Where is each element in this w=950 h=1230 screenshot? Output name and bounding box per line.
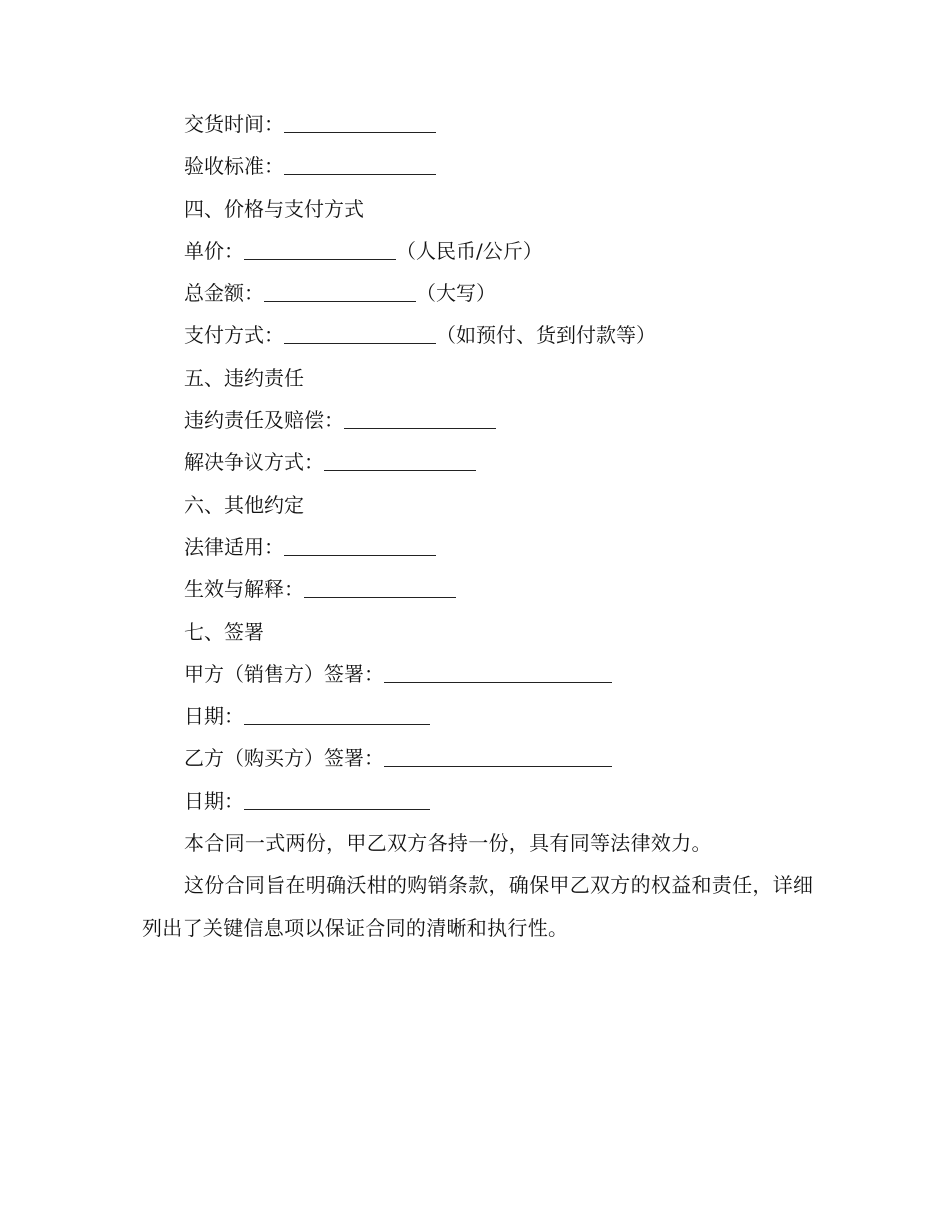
acceptance-standard-label: 验收标准： [184,154,284,179]
delivery-time-line [142,103,822,145]
effect-interpretation-blank[interactable] [304,596,456,598]
party-b-signature-blank[interactable] [384,765,612,767]
section-heading-liability [142,357,822,399]
acceptance-standard-blank[interactable] [284,173,436,175]
breach-compensation-label: 违约责任及赔偿： [184,408,344,433]
party-b-date-blank[interactable] [244,808,430,810]
unit-price-blank[interactable] [244,258,396,260]
closing-statement: 本合同一式两份，甲乙双方各持一份，具有同等法律效力。 [184,831,712,856]
party-a-signature-blank[interactable] [384,681,612,683]
payment-method-line [142,314,822,356]
party-a-date-line [142,695,822,737]
total-amount-line [142,272,822,314]
section-heading-text: 七、签署 [184,619,264,644]
applicable-law-label: 法律适用： [184,534,284,559]
section-heading-text: 五、违约责任 [184,365,304,390]
total-amount-blank[interactable] [264,300,416,302]
payment-method-blank[interactable] [284,342,436,344]
section-heading-text: 六、其他约定 [184,492,304,517]
payment-method-label: 支付方式： [184,323,284,348]
party-b-date-label: 日期： [184,788,244,813]
breach-compensation-blank[interactable] [344,427,496,429]
applicable-law-blank[interactable] [284,554,436,556]
unit-price-suffix: （人民币/公斤） [396,238,543,263]
section-heading-text: 四、价格与支付方式 [184,196,364,221]
party-b-signature-line [142,737,822,779]
summary-paragraph: 这份合同旨在明确沃柑的购销条款，确保甲乙双方的权益和责任，详细列出了关键信息项以保证合同的清晰和执行性。 [142,873,814,940]
dispute-resolution-blank[interactable] [324,469,476,471]
party-b-signature-label: 乙方（购买方）签署： [184,746,384,771]
unit-price-label: 单价： [184,238,244,263]
dispute-resolution-line [142,441,822,483]
contract-body [142,103,822,949]
party-b-date-line [142,780,822,822]
total-amount-label: 总金额： [184,281,264,306]
party-a-date-label: 日期： [184,704,244,729]
total-amount-suffix: （大写） [416,281,496,306]
delivery-time-blank[interactable] [284,131,436,133]
acceptance-standard-line [142,145,822,187]
section-heading-signature [142,611,822,653]
section-heading-price-payment [142,188,822,230]
dispute-resolution-label: 解决争议方式： [184,450,324,475]
delivery-time-label: 交货时间： [184,112,284,136]
payment-method-suffix: （如预付、货到付款等） [436,323,656,348]
effect-interpretation-label: 生效与解释： [184,577,304,602]
party-a-signature-line [142,653,822,695]
unit-price-line [142,230,822,272]
effect-interpretation-line [142,568,822,610]
party-a-signature-label: 甲方（销售方）签署： [184,661,384,686]
section-heading-other [142,484,822,526]
breach-compensation-line [142,399,822,441]
party-a-date-blank[interactable] [244,723,430,725]
applicable-law-line [142,526,822,568]
